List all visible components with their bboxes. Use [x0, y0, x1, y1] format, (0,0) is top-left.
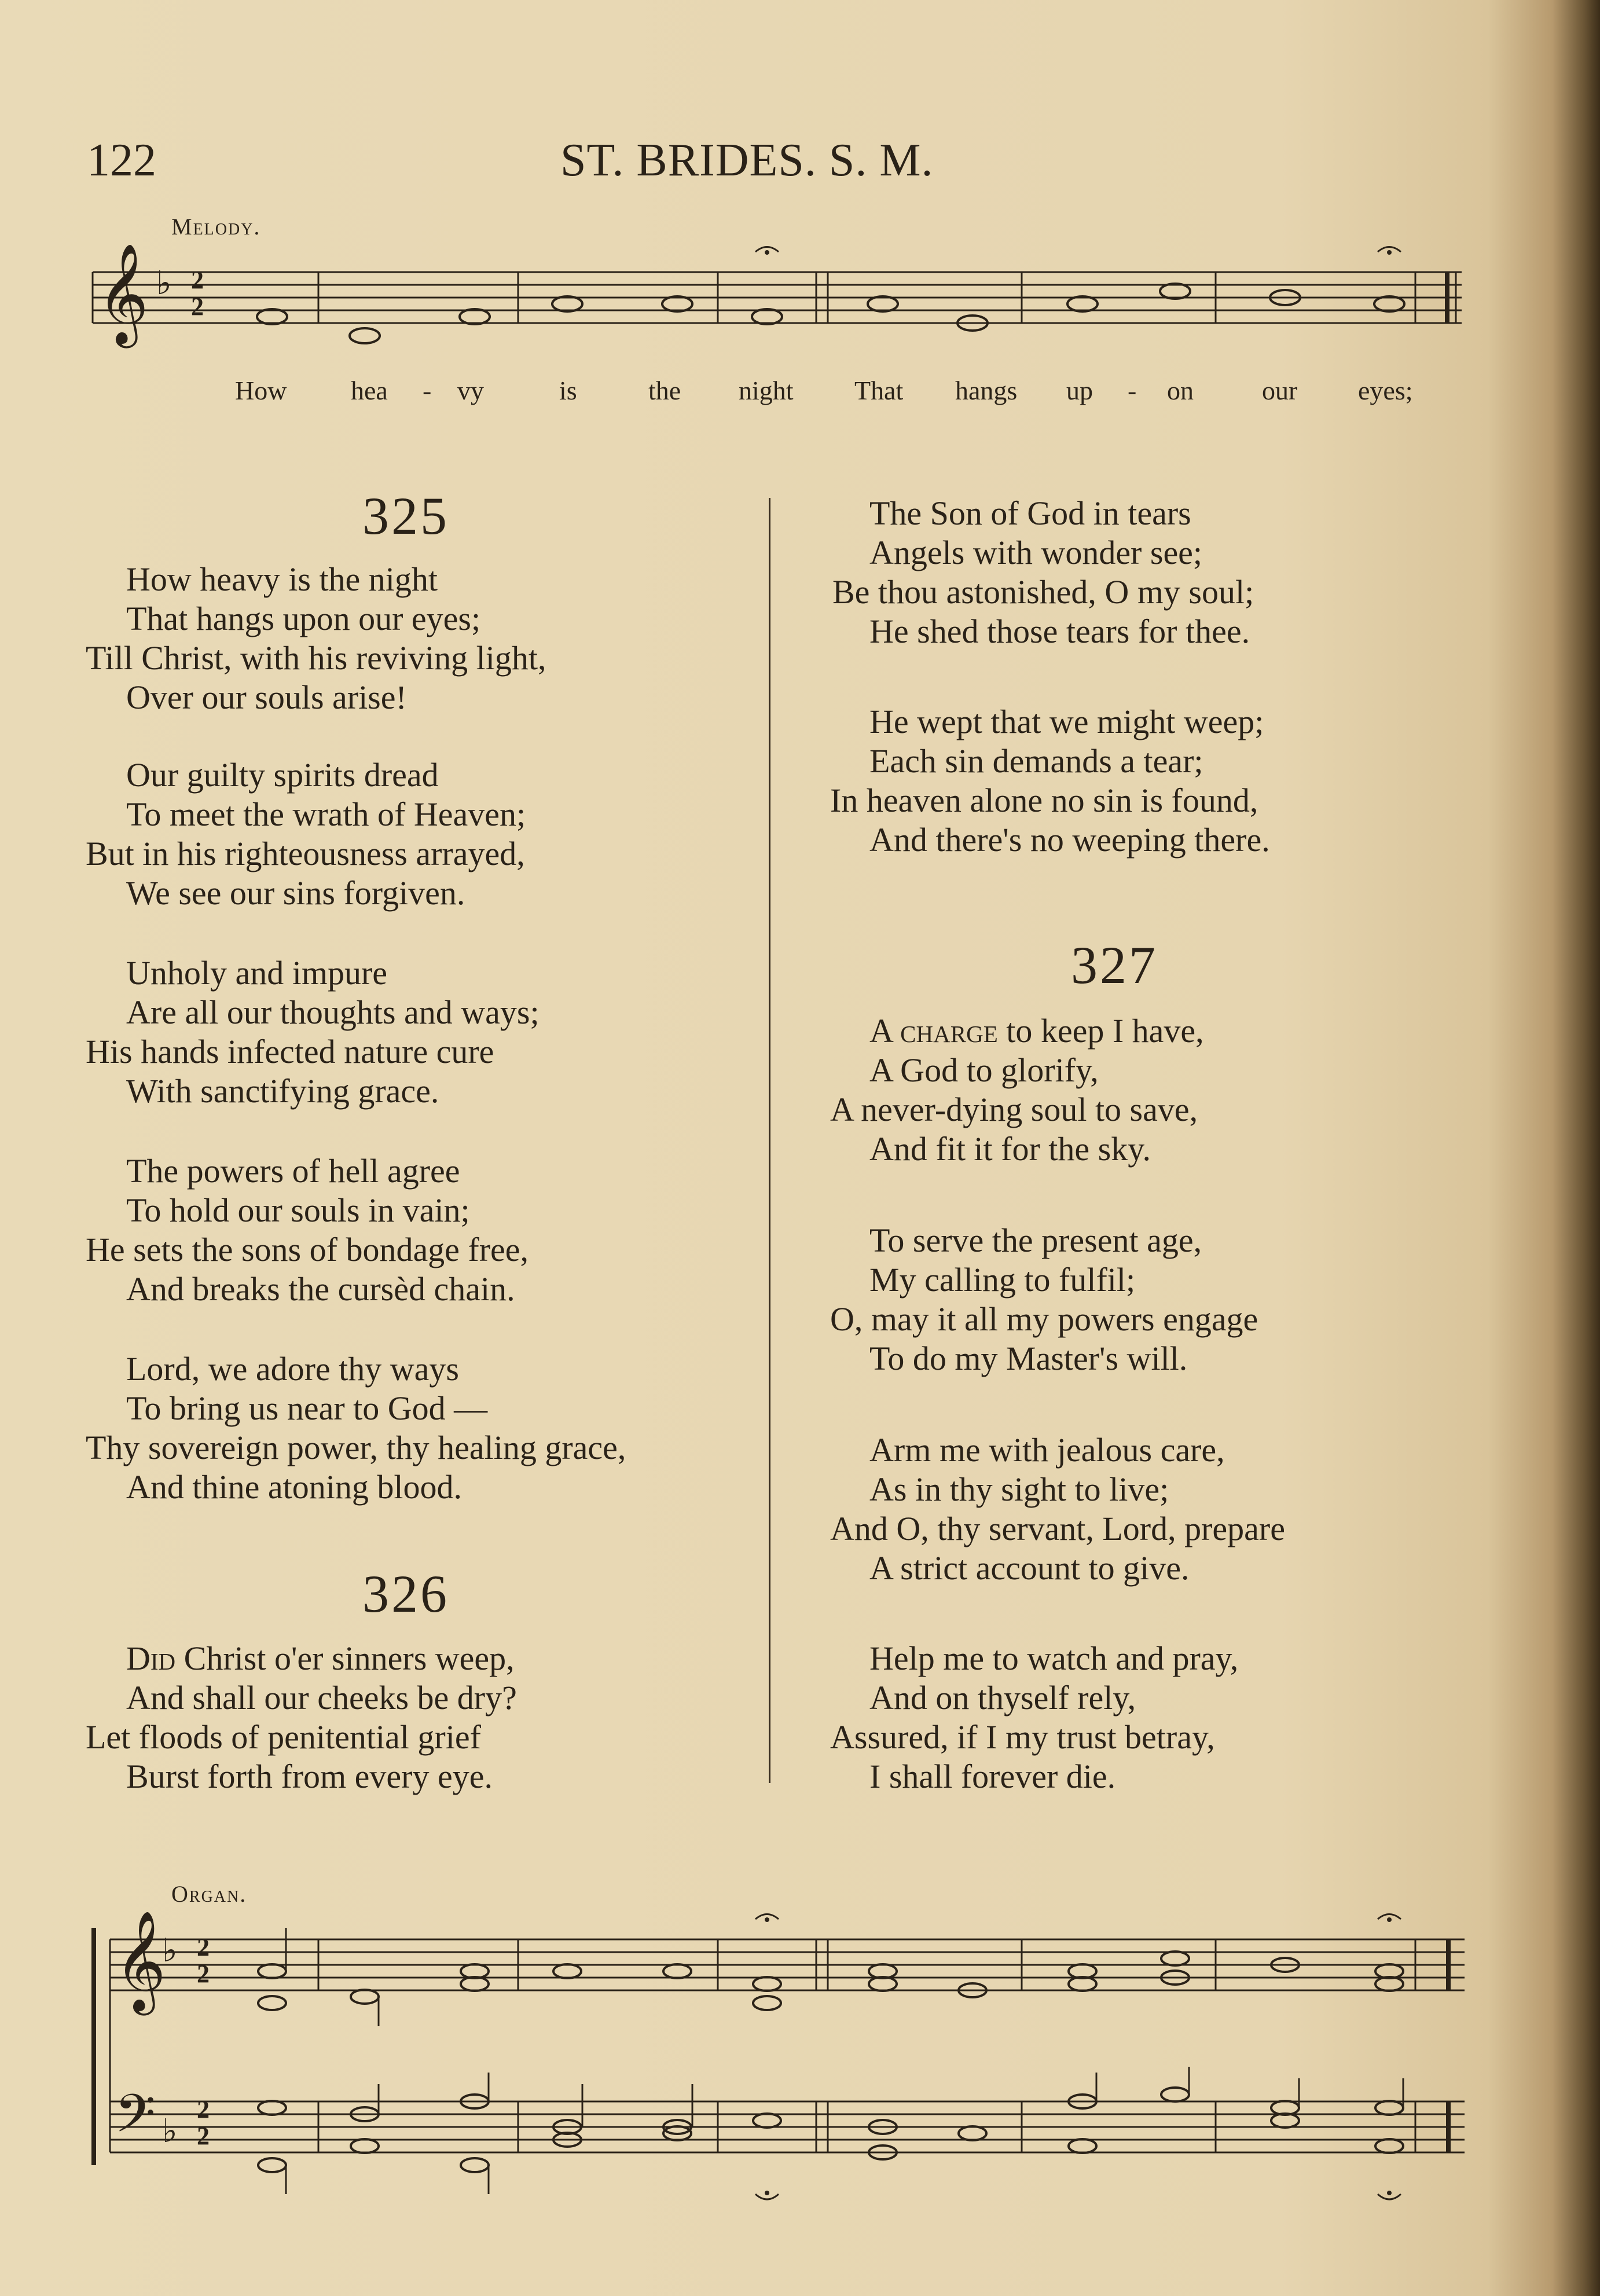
verse-line: And fit it for the sky. — [869, 1130, 1151, 1168]
lyric-syllable: - — [423, 376, 432, 405]
hymn-number-327: 327 — [1071, 936, 1158, 995]
verse-line: Are all our thoughts and ways; — [126, 993, 540, 1031]
column-divider — [769, 498, 770, 1783]
svg-text:𝄢: 𝄢 — [115, 2083, 156, 2157]
verse-line: A strict account to give. — [869, 1549, 1190, 1587]
verse-line: To meet the wrath of Heaven; — [126, 795, 526, 833]
verse-line: Assured, if I my trust betray, — [830, 1718, 1215, 1756]
organ-label: Organ. — [171, 1881, 247, 1907]
melody-label: Melody. — [171, 214, 261, 240]
verse-line: Over our souls arise! — [126, 678, 407, 716]
lyric-syllable: our — [1262, 376, 1298, 405]
verse-line: And breaks the cursèd chain. — [126, 1270, 515, 1308]
lyric-syllable: night — [739, 376, 794, 405]
verse-line: And there's no weeping there. — [869, 821, 1270, 859]
verse-line: A never-dying soul to save, — [830, 1091, 1198, 1128]
verse-line: He shed those tears for thee. — [869, 612, 1250, 650]
svg-text:♭: ♭ — [162, 2112, 178, 2150]
verse-line: With sanctifying grace. — [126, 1072, 439, 1110]
svg-text:2: 2 — [197, 2122, 210, 2150]
verse-line: To do my Master's will. — [869, 1340, 1188, 1377]
verse-line: He wept that we might weep; — [869, 703, 1264, 740]
verse-line: I shall forever die. — [869, 1758, 1116, 1795]
verse-line: To bring us near to God — — [126, 1389, 488, 1427]
verse-line: And thine atoning blood. — [126, 1468, 462, 1506]
svg-text:𝄞: 𝄞 — [115, 1910, 166, 2011]
verse-line: Burst forth from every eye. — [126, 1758, 493, 1795]
verse-line: Our guilty spirits dread — [126, 756, 439, 794]
verse-line: How heavy is the night — [126, 560, 438, 598]
verse-line: Each sin demands a tear; — [869, 742, 1203, 780]
verse-line: That hangs upon our eyes; — [126, 600, 481, 637]
verse-line: Lord, we adore thy ways — [126, 1350, 459, 1388]
svg-text:♭: ♭ — [156, 265, 172, 302]
verse-line: In heaven alone no sin is found, — [830, 782, 1258, 819]
verse-line — [126, 1642, 515, 1675]
svg-text:2: 2 — [197, 2095, 210, 2123]
verse-line: The Son of God in tears — [869, 494, 1191, 532]
lyric-syllable: is — [559, 376, 577, 405]
verse-line: And on thyself rely, — [869, 1679, 1136, 1717]
verse-line: A God to glorify, — [869, 1051, 1099, 1089]
verse-line: Help me to watch and pray, — [869, 1640, 1239, 1677]
verse-line — [869, 1014, 1204, 1048]
verse-line: Let floods of penitential grief — [86, 1718, 481, 1756]
melody-lyrics — [0, 375, 1505, 410]
verse-line: And O, thy servant, Lord, prepare — [830, 1510, 1285, 1547]
melody-staff — [81, 243, 1551, 371]
lyric-syllable: on — [1167, 376, 1194, 405]
verse-line: To hold our souls in vain; — [126, 1191, 470, 1229]
lyric-syllable: vy — [457, 376, 484, 405]
svg-text:2: 2 — [191, 266, 204, 294]
svg-text:♭: ♭ — [162, 1932, 178, 1969]
verse-line: Till Christ, with his reviving light, — [86, 639, 546, 677]
hymn-number-325: 325 — [362, 486, 449, 545]
lyric-syllable: eyes; — [1358, 376, 1413, 405]
hymn-number-326: 326 — [362, 1564, 449, 1623]
verse-line-rest: Christ o'er sinners weep, — [175, 1640, 515, 1677]
page-number: 122 — [87, 135, 156, 186]
svg-text:2: 2 — [191, 292, 204, 321]
lyric-syllable: That — [854, 376, 904, 405]
lyric-syllable: up — [1066, 376, 1093, 405]
verse-line: Be thou astonished, O my soul; — [832, 573, 1254, 611]
lyric-syllable: hea — [351, 376, 388, 405]
verse-line: Thy sovereign power, thy healing grace, — [86, 1429, 626, 1466]
running-title: ST. BRIDES. S. M. — [560, 135, 934, 186]
verse-line-rest: to keep I have, — [997, 1012, 1204, 1050]
lyric-syllable: How — [235, 376, 287, 405]
verse-line: My calling to fulfil; — [869, 1261, 1136, 1299]
verse-line: O, may it all my powers engage — [830, 1300, 1258, 1338]
svg-text:𝄞: 𝄞 — [97, 243, 149, 344]
lyric-syllable: - — [1128, 376, 1137, 405]
verse-line: As in thy sight to live; — [869, 1470, 1169, 1508]
verse-line: We see our sins forgiven. — [126, 874, 465, 912]
verse-line: He sets the sons of bondage free, — [86, 1231, 529, 1268]
verse-line: The powers of hell agree — [126, 1152, 460, 1190]
verse-line: And shall our cheeks be dry? — [126, 1679, 517, 1717]
verse-line: Unholy and impure — [126, 954, 388, 992]
svg-text:2: 2 — [197, 1960, 210, 1988]
svg-text:2: 2 — [197, 1933, 210, 1961]
lyric-syllable: hangs — [955, 376, 1018, 405]
lyric-syllable: the — [648, 376, 681, 405]
verse-line: To serve the present age, — [869, 1222, 1202, 1259]
verse-first-word: Did — [126, 1640, 176, 1677]
organ-grand-staff — [81, 1910, 1563, 2235]
verse-line: But in his righteousness arrayed, — [86, 835, 525, 872]
verse-line: His hands infected nature cure — [86, 1033, 494, 1070]
verse-first-word: A charge — [869, 1012, 998, 1050]
verse-line: Arm me with jealous care, — [869, 1431, 1225, 1469]
verse-line: Angels with wonder see; — [869, 534, 1203, 571]
